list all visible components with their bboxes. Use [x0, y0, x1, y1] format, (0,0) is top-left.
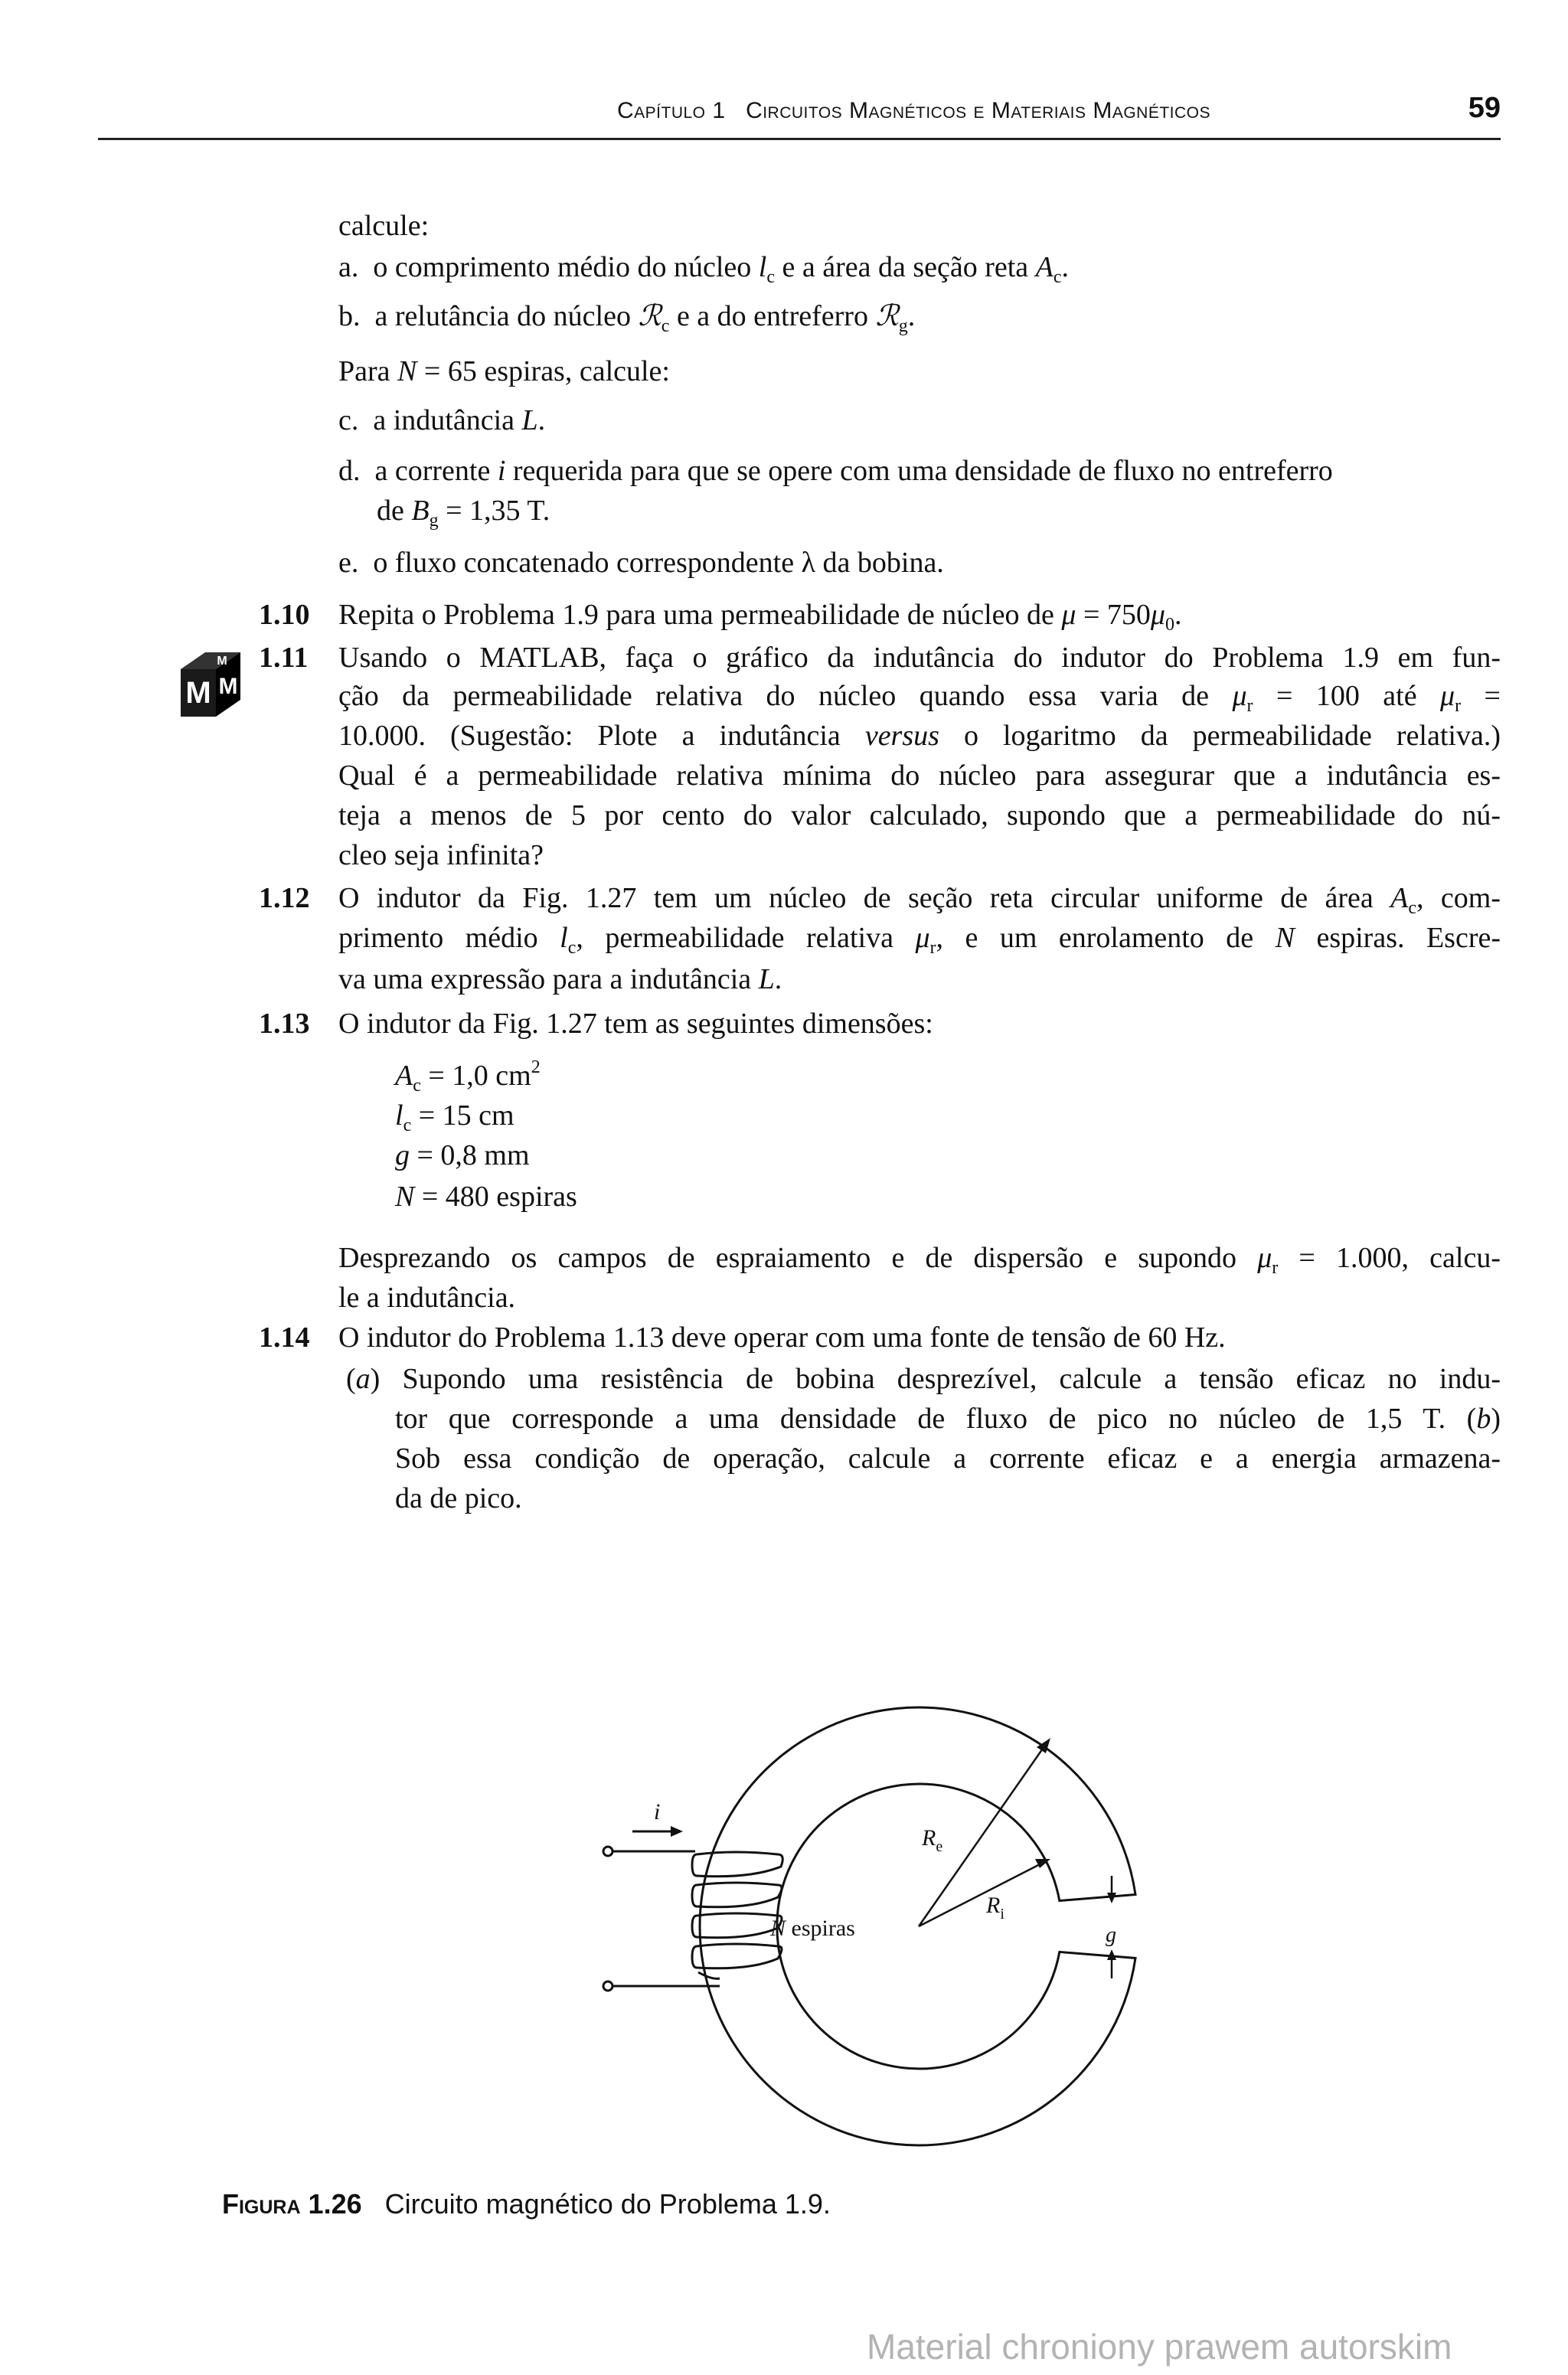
- gap-arrowhead-top: [1107, 1893, 1116, 1903]
- item-d-line2: de $B_g = 1,35$ T.: [377, 495, 550, 531]
- problem-number: 1.11: [259, 642, 309, 674]
- problem-1-14-line2: tor que corresponde a uma densidade de fluxo de pico no núcleo de 1,5 T. (b): [395, 1403, 1501, 1435]
- dimension-turns: N = 480 espiras: [395, 1181, 577, 1213]
- item-c: c. a indutância L.: [338, 404, 546, 436]
- problem-1-12-line2: primento médio $l_c$, permeabilidade relativa $\mu_r$, e um enrolamento de N espiras. Escre-: [338, 922, 1501, 958]
- inner-radius-line: [919, 1862, 1044, 1926]
- gap-arrowhead-bottom: [1107, 1949, 1116, 1960]
- problem-number: 1.13: [259, 1008, 310, 1040]
- outer-radius-label: $R_e$: [922, 1825, 943, 1855]
- svg-text:M: M: [217, 655, 227, 668]
- current-label: i: [654, 1799, 661, 1825]
- running-header: [98, 92, 1501, 140]
- para-n: Para N = 65 espiras, calcule:: [338, 355, 670, 387]
- problem-1-12-line1: O indutor da Fig. 1.27 tem um núcleo de seção reta circular uniforme de área $A_c$, com-: [338, 882, 1501, 918]
- problem-number: 1.12: [259, 882, 310, 914]
- problem-1-13-line1: Desprezando os campos de espraiamento e de dispersão e supondo $\mu_r = 1.000$, calcu-: [338, 1242, 1501, 1278]
- problem-1-14-line1: (a) Supondo uma resistência de bobina desprezível, calcule a tensão eficaz no indu-: [346, 1363, 1501, 1395]
- problem-1-10-text: Repita o Problema 1.9 para uma permeabilidade de núcleo de $\mu = 750\mu_0$.: [338, 599, 1182, 635]
- inner-radius-label: $R_i$: [986, 1893, 1004, 1923]
- problem-1-11-line1: Usando o MATLAB, faça o gráfico da indutância do indutor do Problema 1.9 em fun-: [338, 642, 1501, 674]
- item-e: e. o fluxo concatenado correspondente λ da bobina.: [338, 547, 944, 579]
- problem-1-12-line3: va uma expressão para a indutância L.: [338, 963, 782, 995]
- svg-text:M: M: [185, 676, 211, 710]
- current-arrowhead: [671, 1826, 683, 1837]
- upper-terminal: [603, 1847, 612, 1856]
- dimension-gap: g = 0,8 mm: [395, 1139, 530, 1171]
- gap-label: g: [1106, 1923, 1116, 1947]
- chapter-title: Capítulo 1 Circuitos Magnéticos e Materiais Magnéticos: [617, 98, 1210, 123]
- page-number: 59: [1468, 92, 1501, 124]
- dimension-length: $l_c = 15$ cm: [395, 1099, 514, 1135]
- problem-1-14-line3: Sob essa condição de operação, calcule a corrente eficaz e a energia armazena-: [395, 1442, 1501, 1475]
- dimension-area: $A_c = 1,0$ $cm^2$: [395, 1057, 541, 1096]
- svg-text:M: M: [218, 674, 238, 699]
- problem-1-13-line2: le a indutância.: [338, 1282, 516, 1314]
- copyright-watermark: Material chroniony prawem autorskim: [867, 2327, 1452, 2367]
- body-calcule: calcule:: [338, 210, 430, 242]
- matlab-cube-icon: [172, 648, 248, 724]
- problem-1-11-line4: Qual é a permeabilidade relativa mínima do núcleo para assegurar que a indutância es-: [338, 760, 1501, 792]
- problem-1-11-line3: 10.000. (Sugestão: Plote a indutância versus o logaritmo da permeabilidade relativa.): [338, 720, 1501, 752]
- magnetic-circuit-figure: [597, 1704, 1164, 2179]
- problem-1-11-line5: teja a menos de 5 por cento do valor calculado, supondo que a permeabilidade do nú-: [338, 799, 1501, 831]
- caption-label: Figura 1.26: [222, 2188, 362, 2220]
- item-a: a. o comprimento médio do núcleo $l_c$ e a área da seção reta $A_c$.: [338, 251, 1070, 287]
- lower-terminal: [603, 1981, 612, 1991]
- outer-radius-line: [919, 1744, 1046, 1926]
- figure-caption: [222, 2188, 831, 2220]
- problem-number: 1.14: [259, 1321, 310, 1354]
- item-b: b. a relutância do núcleo ℛ$_c$ e a do entreferro ℛ$_g$.: [338, 300, 916, 336]
- problem-1-11-line6: cleo seja infinita?: [338, 839, 544, 871]
- item-d-line1: d. a corrente i requerida para que se opere com uma densidade de fluxo no entreferro: [338, 455, 1333, 487]
- toroid-core: [700, 1707, 1135, 2145]
- problem-number: 1.10: [259, 599, 310, 631]
- problem-1-14-line4: da de pico.: [395, 1482, 522, 1514]
- caption-text: Circuito magnético do Problema 1.9.: [384, 2188, 831, 2220]
- turns-label: N espiras: [770, 1916, 855, 1941]
- problem-1-13-intro: O indutor da Fig. 1.27 tem as seguintes dimensões:: [338, 1008, 933, 1040]
- problem-1-11-line2: ção da permeabilidade relativa do núcleo quando essa varia de $\mu_r = 100$ até $\mu_r$ =: [338, 680, 1501, 716]
- problem-1-14-intro: O indutor do Problema 1.13 deve operar com uma fonte de tensão de 60 Hz.: [338, 1321, 1226, 1354]
